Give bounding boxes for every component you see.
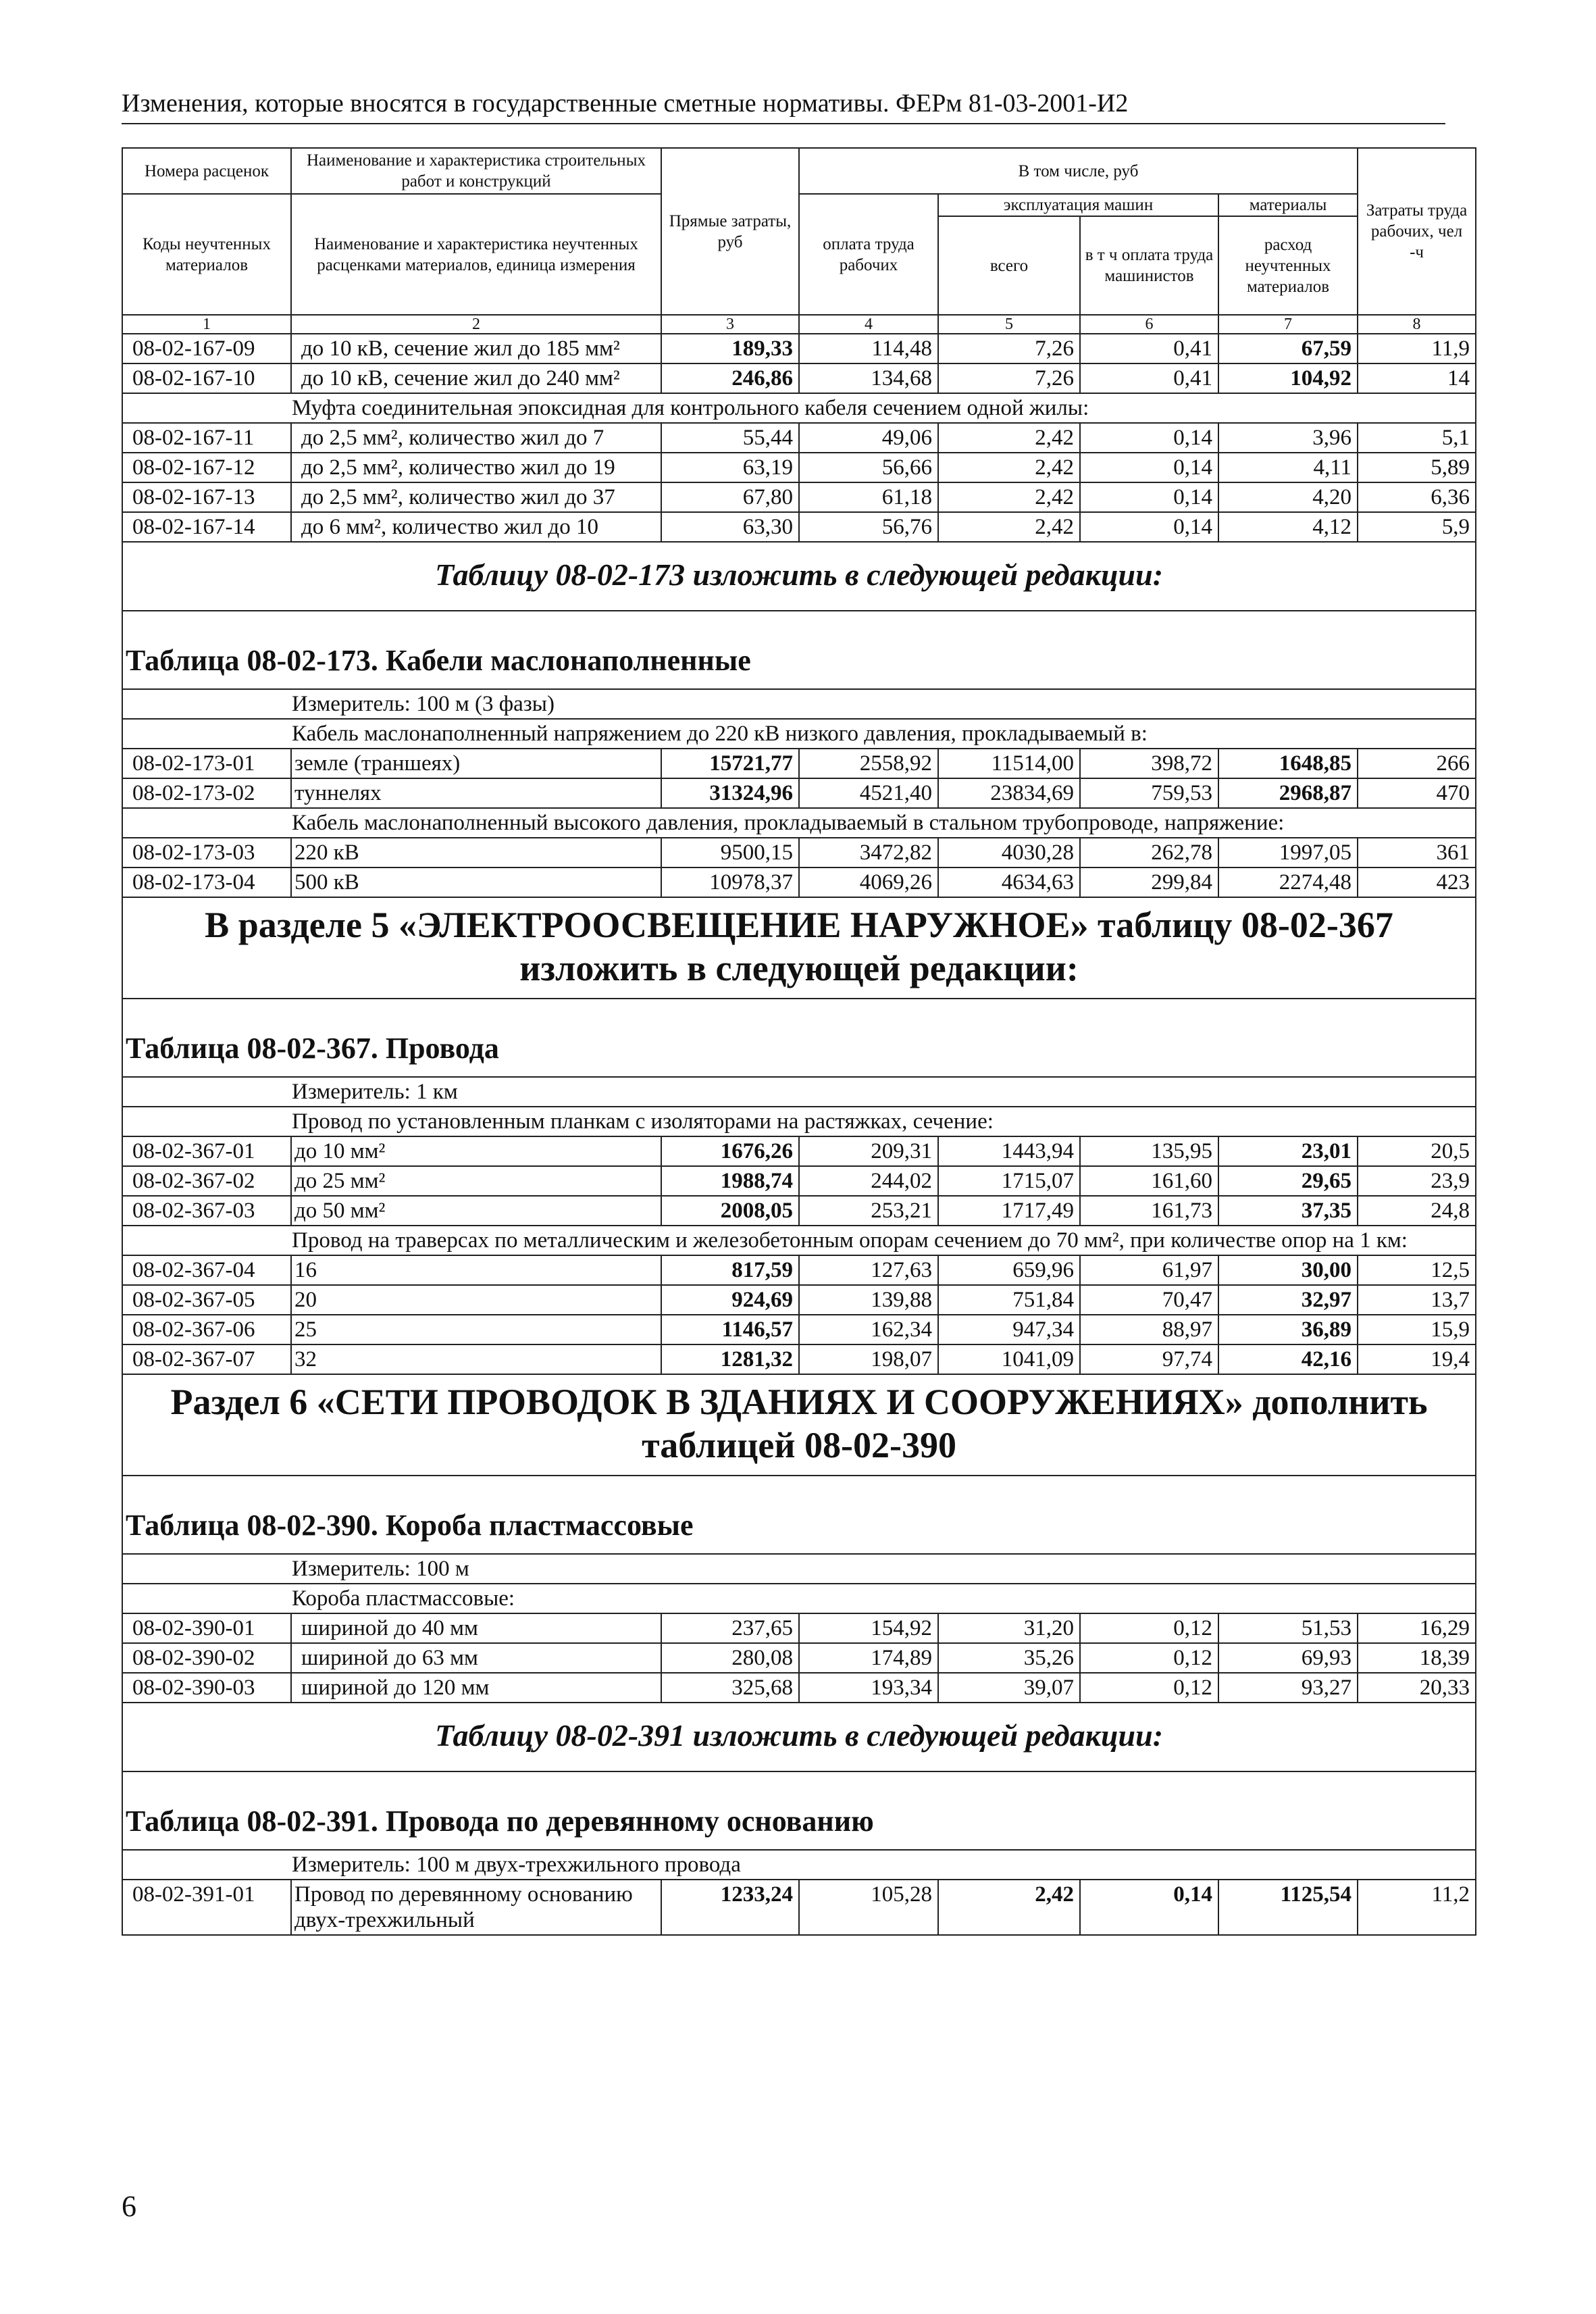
work-name: до 10 кВ, сечение жил до 240 мм² (291, 363, 661, 393)
labor-hours: 23,9 (1358, 1166, 1476, 1196)
work-name: 32 (291, 1344, 661, 1374)
machinist-wages: 0,12 (1080, 1613, 1218, 1643)
direct-costs: 1233,24 (661, 1880, 799, 1935)
direct-costs: 817,59 (661, 1255, 799, 1285)
materials: 23,01 (1218, 1136, 1358, 1166)
labor-wages: 49,06 (799, 423, 938, 453)
table-row (122, 1880, 1476, 1935)
direct-costs: 1676,26 (661, 1136, 799, 1166)
rate-code: 08-02-367-02 (122, 1166, 291, 1196)
column-number: 5 (938, 315, 1080, 334)
work-name: туннелях (291, 778, 661, 808)
direct-costs: 1988,74 (661, 1166, 799, 1196)
materials: 32,97 (1218, 1285, 1358, 1315)
rate-code: 08-02-367-05 (122, 1285, 291, 1315)
labor-hours: 16,29 (1358, 1613, 1476, 1643)
machine-total: 1715,07 (938, 1166, 1080, 1196)
page-number: 6 (122, 2190, 136, 2223)
materials: 1997,05 (1218, 838, 1358, 867)
column-number-row (122, 315, 1476, 334)
labor-wages: 134,68 (799, 363, 938, 393)
header-raskhod: расход неучтенных материалов (1218, 216, 1358, 315)
table-row (122, 512, 1476, 542)
rate-code: 08-02-167-10 (122, 363, 291, 393)
measure-unit: Измеритель: 100 м двух-трехжильного провода (122, 1850, 1476, 1880)
table-row (122, 1344, 1476, 1374)
group-heading: Муфта соединительная эпоксидная для контрольного кабеля сечением одной жилы: (122, 393, 1476, 423)
direct-costs: 10978,37 (661, 867, 799, 897)
measure-unit: Измеритель: 100 м (3 фазы) (122, 689, 1476, 719)
column-number: 6 (1080, 315, 1218, 334)
labor-wages: 4521,40 (799, 778, 938, 808)
work-name: 16 (291, 1255, 661, 1285)
machine-total: 39,07 (938, 1673, 1080, 1703)
materials: 4,11 (1218, 453, 1358, 482)
table-row (122, 423, 1476, 453)
labor-hours: 361 (1358, 838, 1476, 867)
work-name: до 2,5 мм², количество жил до 7 (291, 423, 661, 453)
table-title-row (122, 999, 1476, 1077)
estimate-table (122, 147, 1476, 1936)
labor-hours: 470 (1358, 778, 1476, 808)
direct-costs: 189,33 (661, 334, 799, 363)
table-header-row (122, 194, 1476, 216)
work-name: Провод по деревянному основанию двух-трехжильный (291, 1880, 661, 1935)
measure-unit-row (122, 1554, 1476, 1584)
table-row (122, 1315, 1476, 1344)
materials: 29,65 (1218, 1166, 1358, 1196)
rate-code: 08-02-167-09 (122, 334, 291, 363)
group-heading: Короба пластмассовые: (122, 1584, 1476, 1613)
header-kody: Коды неучтенных материалов (122, 194, 291, 315)
group-heading-row (122, 1107, 1476, 1136)
materials: 69,93 (1218, 1643, 1358, 1673)
table-title: Таблица 08-02-391. Провода по деревянному основанию (122, 1771, 1476, 1850)
machine-total: 751,84 (938, 1285, 1080, 1315)
labor-wages: 127,63 (799, 1255, 938, 1285)
column-number: 8 (1358, 315, 1476, 334)
group-heading: Кабель маслонаполненный высокого давления, прокладываемый в стальном трубопроводе, напряжение: (122, 808, 1476, 838)
labor-wages: 105,28 (799, 1880, 938, 1935)
header-materialy: материалы (1218, 194, 1358, 216)
labor-hours: 6,36 (1358, 482, 1476, 512)
work-name: 220 кВ (291, 838, 661, 867)
rate-code: 08-02-173-02 (122, 778, 291, 808)
document-running-header: Изменения, которые вносятся в государственные сметные нормативы. ФЕРм 81-03-2001-И2 (122, 86, 1445, 124)
measure-unit: Измеритель: 100 м (122, 1554, 1476, 1584)
machine-total: 2,42 (938, 482, 1080, 512)
machinist-wages: 0,12 (1080, 1643, 1218, 1673)
table-row (122, 1255, 1476, 1285)
direct-costs: 55,44 (661, 423, 799, 453)
materials: 3,96 (1218, 423, 1358, 453)
rate-code: 08-02-390-03 (122, 1673, 291, 1703)
rate-code: 08-02-167-12 (122, 453, 291, 482)
measure-unit-row (122, 1850, 1476, 1880)
group-heading-row (122, 1584, 1476, 1613)
machine-total: 23834,69 (938, 778, 1080, 808)
machinist-wages: 161,73 (1080, 1196, 1218, 1226)
header-v-tom-chisle: В том числе, руб (799, 148, 1358, 194)
direct-costs: 246,86 (661, 363, 799, 393)
work-name: земле (траншеях) (291, 749, 661, 778)
labor-hours: 19,4 (1358, 1344, 1476, 1374)
rate-code: 08-02-367-01 (122, 1136, 291, 1166)
column-number: 4 (799, 315, 938, 334)
work-name: до 2,5 мм², количество жил до 19 (291, 453, 661, 482)
labor-hours: 5,89 (1358, 453, 1476, 482)
section-heading: Раздел 6 «СЕТИ ПРОВОДОК В ЗДАНИЯХ И СООРУЖЕНИЯХ» дополнить таблицей 08-02-390 (122, 1374, 1476, 1476)
machine-total: 2,42 (938, 423, 1080, 453)
column-number: 3 (661, 315, 799, 334)
table-title: Таблица 08-02-390. Короба пластмассовые (122, 1476, 1476, 1554)
rate-code: 08-02-173-03 (122, 838, 291, 867)
header-zatraty: Затраты труда рабочих, чел -ч (1358, 148, 1476, 315)
labor-hours: 11,9 (1358, 334, 1476, 363)
machinist-wages: 0,14 (1080, 453, 1218, 482)
materials: 2968,87 (1218, 778, 1358, 808)
labor-wages: 162,34 (799, 1315, 938, 1344)
labor-wages: 56,66 (799, 453, 938, 482)
machinist-wages: 97,74 (1080, 1344, 1218, 1374)
machine-total: 659,96 (938, 1255, 1080, 1285)
direct-costs: 63,19 (661, 453, 799, 482)
labor-hours: 15,9 (1358, 1315, 1476, 1344)
machinist-wages: 262,78 (1080, 838, 1218, 867)
work-name: до 50 мм² (291, 1196, 661, 1226)
labor-hours: 20,33 (1358, 1673, 1476, 1703)
direct-costs: 1146,57 (661, 1315, 799, 1344)
labor-hours: 12,5 (1358, 1255, 1476, 1285)
header-vsego: всего (938, 216, 1080, 315)
labor-hours: 5,9 (1358, 512, 1476, 542)
rate-code: 08-02-367-04 (122, 1255, 291, 1285)
materials: 67,59 (1218, 334, 1358, 363)
direct-costs: 9500,15 (661, 838, 799, 867)
table-row (122, 1196, 1476, 1226)
instruction-text: Таблицу 08-02-391 изложить в следующей редакции: (122, 1703, 1476, 1771)
group-heading-row (122, 719, 1476, 749)
direct-costs: 15721,77 (661, 749, 799, 778)
machine-total: 4634,63 (938, 867, 1080, 897)
machine-total: 947,34 (938, 1315, 1080, 1344)
materials: 4,20 (1218, 482, 1358, 512)
labor-wages: 154,92 (799, 1613, 938, 1643)
work-name: до 25 мм² (291, 1166, 661, 1196)
header-pryamye: Прямые затраты, руб (661, 148, 799, 315)
rate-code: 08-02-167-14 (122, 512, 291, 542)
header-ekspl: эксплуатация машин (938, 194, 1218, 216)
machinist-wages: 70,47 (1080, 1285, 1218, 1315)
column-number: 1 (122, 315, 291, 334)
table-row (122, 1673, 1476, 1703)
table-title-row (122, 1771, 1476, 1850)
machine-total: 11514,00 (938, 749, 1080, 778)
table-row (122, 867, 1476, 897)
group-heading: Провод по установленным планкам с изоляторами на растяжках, сечение: (122, 1107, 1476, 1136)
table-row (122, 1613, 1476, 1643)
work-name: до 10 мм² (291, 1136, 661, 1166)
materials: 4,12 (1218, 512, 1358, 542)
materials: 42,16 (1218, 1344, 1358, 1374)
rate-code: 08-02-390-02 (122, 1643, 291, 1673)
table-title-row (122, 1476, 1476, 1554)
materials: 1125,54 (1218, 1880, 1358, 1935)
header-naim: Наименование и характеристика строительных работ и конструкций (291, 148, 661, 194)
machine-total: 4030,28 (938, 838, 1080, 867)
machinist-wages: 0,12 (1080, 1673, 1218, 1703)
labor-wages: 198,07 (799, 1344, 938, 1374)
table-title: Таблица 08-02-173. Кабели маслонаполненные (122, 611, 1476, 689)
measure-unit-row (122, 689, 1476, 719)
table-header-row (122, 148, 1476, 194)
rate-code: 08-02-173-01 (122, 749, 291, 778)
rate-code: 08-02-391-01 (122, 1880, 291, 1935)
group-heading-row (122, 393, 1476, 423)
work-name: 20 (291, 1285, 661, 1315)
rate-code: 08-02-367-06 (122, 1315, 291, 1344)
labor-wages: 4069,26 (799, 867, 938, 897)
labor-wages: 244,02 (799, 1166, 938, 1196)
table-title: Таблица 08-02-367. Провода (122, 999, 1476, 1077)
column-number: 7 (1218, 315, 1358, 334)
labor-hours: 5,1 (1358, 423, 1476, 453)
materials: 93,27 (1218, 1673, 1358, 1703)
materials: 104,92 (1218, 363, 1358, 393)
labor-hours: 423 (1358, 867, 1476, 897)
work-name: шириной до 63 мм (291, 1643, 661, 1673)
labor-hours: 14 (1358, 363, 1476, 393)
machinist-wages: 161,60 (1080, 1166, 1218, 1196)
instruction-text-row (122, 1703, 1476, 1771)
labor-wages: 61,18 (799, 482, 938, 512)
materials: 36,89 (1218, 1315, 1358, 1344)
header-vtch: в т ч оплата труда машинистов (1080, 216, 1218, 315)
machinist-wages: 0,14 (1080, 423, 1218, 453)
section-heading: В разделе 5 «ЭЛЕКТРООСВЕЩЕНИЕ НАРУЖНОЕ» таблицу 08-02-367 изложить в следующей редакции: (122, 897, 1476, 999)
work-name: до 6 мм², количество жил до 10 (291, 512, 661, 542)
materials: 30,00 (1218, 1255, 1358, 1285)
group-heading: Кабель маслонаполненный напряжением до 220 кВ низкого давления, прокладываемый в: (122, 719, 1476, 749)
machine-total: 2,42 (938, 453, 1080, 482)
direct-costs: 1281,32 (661, 1344, 799, 1374)
machine-total: 2,42 (938, 1880, 1080, 1935)
machine-total: 7,26 (938, 363, 1080, 393)
work-name: 500 кВ (291, 867, 661, 897)
machine-total: 1443,94 (938, 1136, 1080, 1166)
machinist-wages: 0,14 (1080, 512, 1218, 542)
header-oplata: оплата труда рабочих (799, 194, 938, 315)
section-heading-row (122, 1374, 1476, 1476)
measure-unit-row (122, 1077, 1476, 1107)
rate-code: 08-02-390-01 (122, 1613, 291, 1643)
work-name: 25 (291, 1315, 661, 1344)
direct-costs: 924,69 (661, 1285, 799, 1315)
machinist-wages: 0,41 (1080, 363, 1218, 393)
table-row (122, 334, 1476, 363)
table-title-row (122, 611, 1476, 689)
labor-wages: 253,21 (799, 1196, 938, 1226)
machinist-wages: 61,97 (1080, 1255, 1218, 1285)
column-number: 2 (291, 315, 661, 334)
labor-wages: 139,88 (799, 1285, 938, 1315)
machine-total: 35,26 (938, 1643, 1080, 1673)
machinist-wages: 0,41 (1080, 334, 1218, 363)
header-nomera: Номера расценок (122, 148, 291, 194)
direct-costs: 31324,96 (661, 778, 799, 808)
materials: 2274,48 (1218, 867, 1358, 897)
machinist-wages: 398,72 (1080, 749, 1218, 778)
table-row (122, 838, 1476, 867)
machine-total: 1041,09 (938, 1344, 1080, 1374)
direct-costs: 237,65 (661, 1613, 799, 1643)
rate-code: 08-02-167-11 (122, 423, 291, 453)
machinist-wages: 0,14 (1080, 482, 1218, 512)
instruction-text: Таблицу 08-02-173 изложить в следующей редакции: (122, 542, 1476, 611)
machinist-wages: 135,95 (1080, 1136, 1218, 1166)
rate-code: 08-02-367-07 (122, 1344, 291, 1374)
table-row (122, 1285, 1476, 1315)
table-row (122, 1643, 1476, 1673)
work-name: шириной до 40 мм (291, 1613, 661, 1643)
table-row (122, 1136, 1476, 1166)
measure-unit: Измеритель: 1 км (122, 1077, 1476, 1107)
machine-total: 1717,49 (938, 1196, 1080, 1226)
machinist-wages: 759,53 (1080, 778, 1218, 808)
instruction-text-row (122, 542, 1476, 611)
labor-hours: 266 (1358, 749, 1476, 778)
labor-hours: 18,39 (1358, 1643, 1476, 1673)
machinist-wages: 299,84 (1080, 867, 1218, 897)
work-name: до 10 кВ, сечение жил до 185 мм² (291, 334, 661, 363)
machinist-wages: 88,97 (1080, 1315, 1218, 1344)
direct-costs: 325,68 (661, 1673, 799, 1703)
labor-wages: 174,89 (799, 1643, 938, 1673)
materials: 51,53 (1218, 1613, 1358, 1643)
labor-hours: 11,2 (1358, 1880, 1476, 1935)
machine-total: 31,20 (938, 1613, 1080, 1643)
labor-hours: 20,5 (1358, 1136, 1476, 1166)
table-row (122, 363, 1476, 393)
estimate-table-body (122, 148, 1476, 1935)
machine-total: 2,42 (938, 512, 1080, 542)
header-naim2: Наименование и характеристика неучтенных расценками материалов, единица измерения (291, 194, 661, 315)
table-row (122, 482, 1476, 512)
rate-code: 08-02-167-13 (122, 482, 291, 512)
table-row (122, 778, 1476, 808)
labor-wages: 3472,82 (799, 838, 938, 867)
labor-wages: 114,48 (799, 334, 938, 363)
labor-wages: 56,76 (799, 512, 938, 542)
labor-hours: 13,7 (1358, 1285, 1476, 1315)
labor-wages: 209,31 (799, 1136, 938, 1166)
rate-code: 08-02-367-03 (122, 1196, 291, 1226)
work-name: до 2,5 мм², количество жил до 37 (291, 482, 661, 512)
direct-costs: 63,30 (661, 512, 799, 542)
materials: 37,35 (1218, 1196, 1358, 1226)
group-heading-row (122, 1226, 1476, 1255)
group-heading-row (122, 808, 1476, 838)
direct-costs: 2008,05 (661, 1196, 799, 1226)
table-row (122, 1166, 1476, 1196)
table-row (122, 749, 1476, 778)
work-name: шириной до 120 мм (291, 1673, 661, 1703)
labor-wages: 193,34 (799, 1673, 938, 1703)
section-heading-row (122, 897, 1476, 999)
materials: 1648,85 (1218, 749, 1358, 778)
labor-wages: 2558,92 (799, 749, 938, 778)
group-heading: Провод на траверсах по металлическим и железобетонным опорам сечением до 70 мм², при количестве опор на 1 км: (122, 1226, 1476, 1255)
labor-hours: 24,8 (1358, 1196, 1476, 1226)
machine-total: 7,26 (938, 334, 1080, 363)
direct-costs: 67,80 (661, 482, 799, 512)
rate-code: 08-02-173-04 (122, 867, 291, 897)
table-row (122, 453, 1476, 482)
machinist-wages: 0,14 (1080, 1880, 1218, 1935)
direct-costs: 280,08 (661, 1643, 799, 1673)
